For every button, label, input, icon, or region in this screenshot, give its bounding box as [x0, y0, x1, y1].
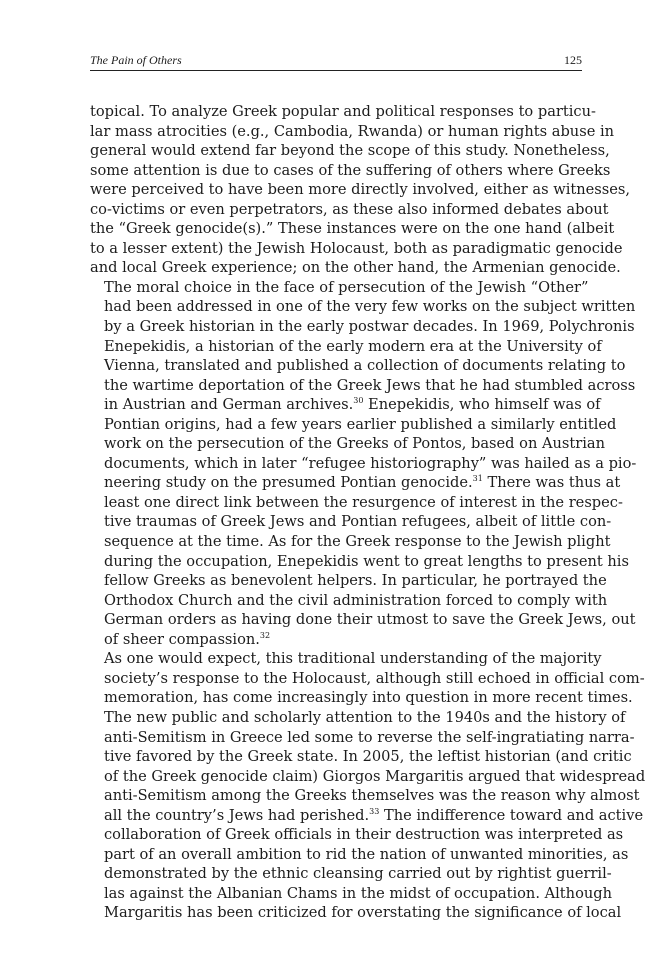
line-text: to a lesser extent) the Jewish Holocaust, both as paradigmatic genocide	[90, 239, 623, 257]
footnote-marker[interactable]: 33	[369, 806, 380, 816]
footnote-marker[interactable]: 31	[472, 474, 483, 484]
text-line	[90, 532, 611, 552]
line-text: demonstrated by the ethnic cleansing carried out by rightist guerril-	[104, 865, 612, 883]
line-text: sequence at the time. As for the Greek response to the Jewish plight	[104, 533, 611, 551]
text-line	[90, 806, 644, 826]
text-line	[90, 708, 626, 728]
line-text: The new public and scholarly attention to the 1940s and the history of	[104, 708, 626, 726]
text-line	[90, 571, 607, 591]
text-line	[90, 278, 589, 298]
text-line	[90, 610, 636, 630]
text-line	[90, 493, 623, 513]
line-text: of the Greek genocide claim) Giorgos Margaritis argued that widespread	[104, 767, 646, 785]
text-line	[90, 356, 626, 376]
text-line	[90, 219, 615, 239]
line-text: general would extend far beyond the scope of this study. Nonetheless,	[90, 142, 610, 160]
line-text: part of an overall ambition to rid the nation of unwanted minorities, as	[104, 845, 629, 863]
paragraph	[90, 102, 631, 278]
line-text: some attention is due to cases of the suffering of others where Greeks	[90, 161, 611, 179]
text-line	[90, 669, 645, 689]
line-text: society’s response to the Holocaust, although still echoed in official com-	[104, 669, 645, 687]
line-text: had been addressed in one of the very few works on the subject written	[104, 298, 636, 316]
line-text: during the occupation, Enepekidis went to great lengths to present his	[104, 552, 629, 570]
text-line	[90, 688, 633, 708]
line-text: by a Greek historian in the early postwar decades. In 1969, Polychronis	[104, 318, 635, 336]
text-line	[90, 161, 611, 181]
line-text: tive favored by the Greek state. In 2005, the leftist historian (and critic	[104, 748, 632, 766]
line-text: in Austrian and German archives.	[104, 396, 354, 414]
line-text: documents, which in later “refugee historiography” was hailed as a pio-	[104, 454, 637, 472]
text-line	[90, 649, 602, 669]
line-text: least one direct link between the resurgence of interest in the respec-	[104, 493, 623, 511]
line-text: work on the persecution of the Greeks of Pontos, based on Austrian	[104, 435, 606, 453]
line-text: The moral choice in the face of persecution of the Jewish “Other”	[104, 278, 589, 296]
text-line	[90, 845, 629, 865]
line-text-after-note: Enepekidis, who himself was of	[363, 396, 601, 414]
line-text: fellow Greeks as benevolent helpers. In particular, he portrayed the	[104, 572, 607, 590]
footnote-marker[interactable]: 30	[353, 396, 364, 406]
text-line	[90, 728, 635, 748]
text-line	[90, 317, 635, 337]
text-line	[90, 200, 609, 220]
text-line	[90, 512, 612, 532]
text-line	[90, 884, 613, 904]
line-text: German orders as having done their utmost to save the Greek Jews, out	[104, 611, 636, 629]
line-text-after-note: The indifference toward and active	[379, 806, 644, 824]
line-text: As one would expect, this traditional understanding of the majority	[104, 650, 602, 668]
line-text: Vienna, translated and published a collection of documents relating to	[104, 357, 626, 375]
text-line	[90, 630, 582, 650]
text-line	[90, 767, 646, 787]
line-text: Enepekidis, a historian of the early modern era at the University of	[104, 337, 602, 355]
text-line	[90, 434, 606, 454]
page-number: 125	[564, 53, 582, 67]
line-text: anti-Semitism in Greece led some to reverse the self-ingratiating narra-	[104, 728, 635, 746]
paragraph	[90, 278, 637, 649]
line-text: all the country’s Jews had perished.	[104, 806, 370, 824]
text-line	[90, 337, 602, 357]
footnote-marker[interactable]: 32	[259, 630, 271, 640]
paragraph	[90, 649, 646, 923]
text-line	[90, 395, 601, 415]
line-text: and local Greek experience; on the other hand, the Armenian genocide.	[90, 259, 621, 277]
line-text: anti-Semitism among the Greeks themselves was the reason why almost	[104, 787, 640, 805]
text-line	[90, 239, 623, 259]
line-text: the “Greek genocide(s).” These instances were on the one hand (albeit	[90, 220, 615, 238]
running-title: The Pain of Others	[90, 53, 182, 67]
text-line	[90, 102, 596, 122]
line-text: memoration, has come increasingly into question in more recent times.	[104, 689, 633, 707]
text-line	[90, 297, 636, 317]
text-line	[90, 473, 621, 493]
text-line	[90, 415, 617, 435]
text-line	[90, 180, 631, 200]
line-text: collaboration of Greek officials in their destruction was interpreted as	[104, 826, 624, 844]
body-text	[90, 102, 646, 923]
running-header	[90, 52, 582, 71]
line-text: of sheer compassion.	[104, 630, 260, 648]
text-line	[90, 141, 610, 161]
text-line	[90, 825, 624, 845]
text-line	[90, 864, 612, 884]
line-text: were perceived to have been more directly involved, either as witnesses,	[90, 181, 631, 199]
text-line	[90, 903, 622, 923]
text-line	[90, 258, 621, 278]
line-text: tive traumas of Greek Jews and Pontian refugees, albeit of little con-	[104, 513, 612, 531]
line-text: neering study on the presumed Pontian genocide.	[104, 474, 473, 492]
text-line	[90, 552, 629, 572]
text-line	[90, 122, 615, 142]
text-line	[90, 454, 637, 474]
line-text: Pontian origins, had a few years earlier published a similarly entitled	[104, 415, 617, 433]
book-page	[90, 52, 646, 923]
line-text: las against the Albanian Chams in the midst of occupation. Although	[104, 884, 613, 902]
line-text: Orthodox Church and the civil administration forced to comply with	[104, 591, 608, 609]
text-line	[90, 376, 636, 396]
text-line	[90, 786, 640, 806]
line-text-after-note: There was thus at	[482, 474, 621, 492]
line-text: the wartime deportation of the Greek Jews that he had stumbled across	[104, 376, 636, 394]
line-text: lar mass atrocities (e.g., Cambodia, Rwanda) or human rights abuse in	[90, 122, 615, 140]
line-text: co-victims or even perpetrators, as these also informed debates about	[90, 200, 609, 218]
line-text: Margaritis has been criticized for overstating the significance of local	[104, 904, 622, 922]
text-line	[90, 747, 632, 767]
text-line	[90, 591, 608, 611]
line-text: topical. To analyze Greek popular and political responses to particu-	[90, 103, 596, 120]
